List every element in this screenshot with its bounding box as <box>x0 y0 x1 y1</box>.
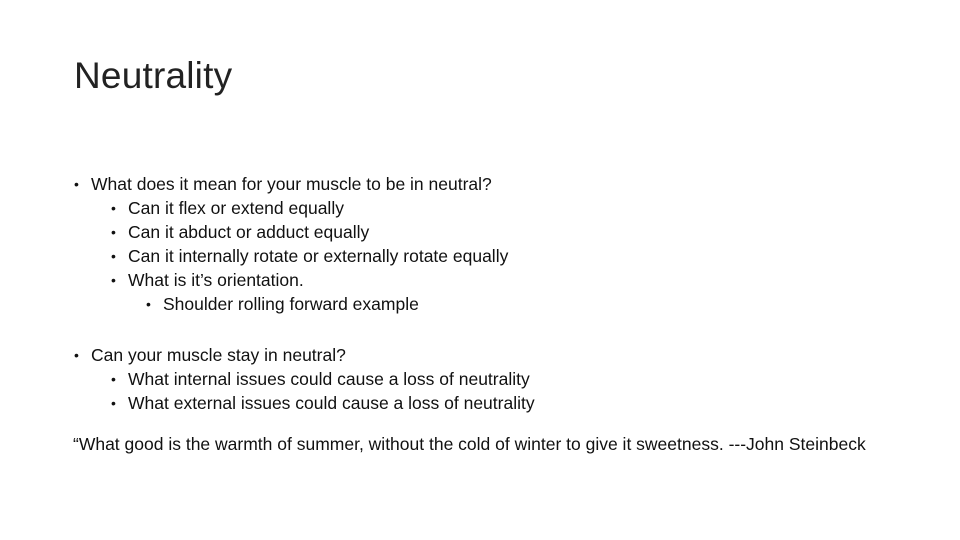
bullet-sub-1-2 <box>111 220 369 244</box>
bullet-text: What does it mean for your muscle to be in neutral? <box>91 174 492 194</box>
bullet-dot: • <box>111 272 116 288</box>
bullet-dot: • <box>74 176 79 192</box>
bullet-dot: • <box>111 224 116 240</box>
bullet-dot: • <box>74 347 79 363</box>
bullet-dot: • <box>111 248 116 264</box>
slide-title: Neutrality <box>74 55 233 96</box>
bullet-main-2 <box>74 343 346 367</box>
bullet-sub-1-3 <box>111 244 508 268</box>
quote-text: “What good is the warmth of summer, without the cold of winter to give it sweetness. ---John Steinbeck <box>73 434 866 454</box>
bullet-text: Can it abduct or adduct equally <box>128 222 370 242</box>
bullet-text: Can it internally rotate or externally rotate equally <box>128 246 509 266</box>
bullet-text: Can your muscle stay in neutral? <box>91 345 346 365</box>
bullet-dot: • <box>111 395 116 411</box>
bullet-text: What is it’s orientation. <box>128 270 304 290</box>
bullet-text: Shoulder rolling forward example <box>163 294 419 314</box>
bullet-dot: • <box>111 200 116 216</box>
bullet-sub-1-1 <box>111 196 344 220</box>
bullet-sub-2-1 <box>111 367 530 391</box>
bullet-subsub-1-4-1 <box>146 292 419 316</box>
bullet-sub-1-4 <box>111 268 304 292</box>
bullet-text: What internal issues could cause a loss of neutrality <box>128 369 530 389</box>
bullet-main-1 <box>74 172 492 196</box>
bullet-dot: • <box>111 371 116 387</box>
bullet-dot: • <box>146 296 151 312</box>
bullet-sub-2-2 <box>111 391 535 415</box>
bullet-text: What external issues could cause a loss of neutrality <box>128 393 535 413</box>
bullet-text: Can it flex or extend equally <box>128 198 344 218</box>
